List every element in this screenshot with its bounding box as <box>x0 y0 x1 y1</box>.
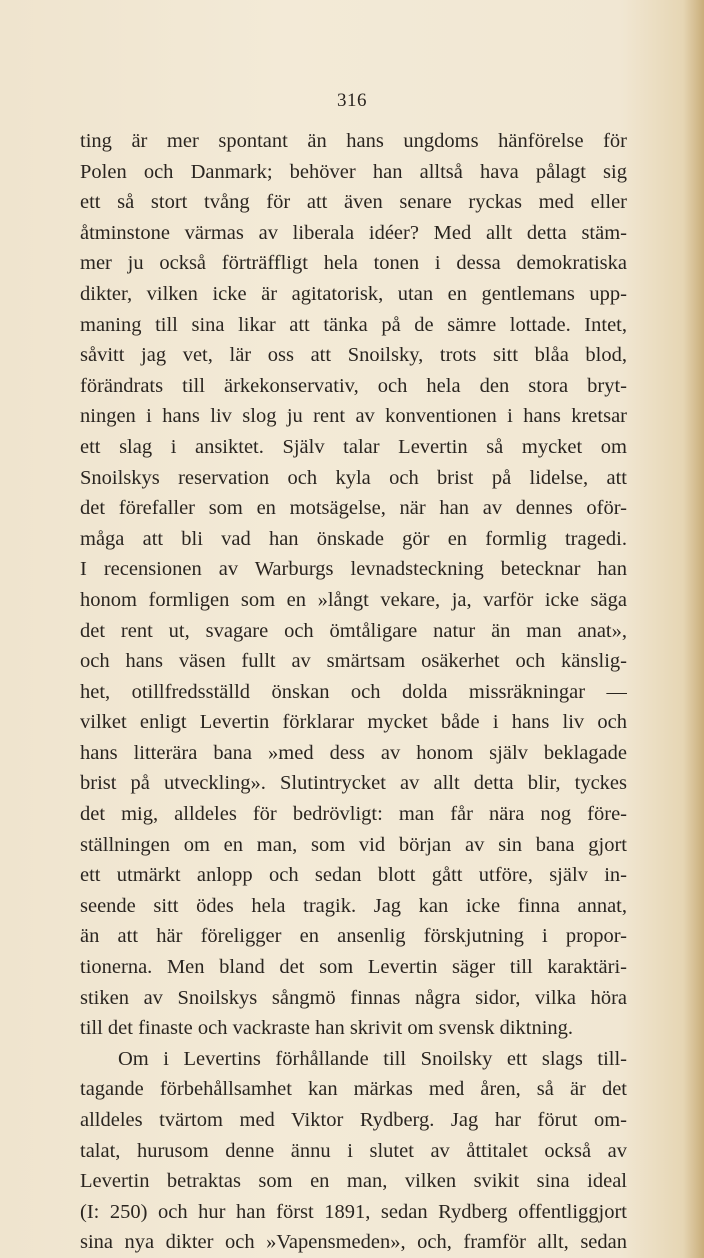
text-line: ett utmärkt anlopp och sedan blott gått utföre, själv in- <box>80 864 627 887</box>
text-line: måga att bli vad han önskade gör en formlig tragedi. <box>80 527 627 550</box>
text-line: brist på utveckling». Slutintrycket av allt detta blir, tyckes <box>80 772 627 795</box>
text-line: Snoilskys reservation och kyla och brist på lidelse, att <box>80 466 627 489</box>
text-line: det förefaller som en motsägelse, när han av dennes oför- <box>80 497 627 520</box>
text-line: tionerna. Men bland det som Levertin säger till karaktäri- <box>80 956 627 979</box>
text-line: stiken av Snoilskys sångmö finnas några sidor, vilka höra <box>80 986 627 1009</box>
text-line: alldeles tvärtom med Viktor Rydberg. Jag har förut om- <box>80 1109 627 1131</box>
text-line: ställningen om en man, som vid början av sin bana gjort <box>80 833 627 856</box>
text-line: åtminstone värmas av liberala idéer? Med allt detta stäm- <box>80 221 627 244</box>
text-line: vilket enligt Levertin förklarar mycket både i hans liv och <box>80 711 627 734</box>
text-line: ting är mer spontant än hans ungdoms hänförelse för <box>80 130 627 152</box>
text-line: ett slag i ansiktet. Själv talar Levertin så mycket om <box>80 435 627 458</box>
text-line: het, otillfredsställd önskan och dolda missräkningar — <box>80 680 627 703</box>
page-number: 316 <box>337 90 367 111</box>
text-line: seende sitt ödes hela tragik. Jag kan icke finna annat, <box>80 894 627 917</box>
text-line: det mig, alldeles för bedrövligt: man får nära nog före- <box>80 803 627 826</box>
text-line: det rent ut, svagare och ömtåligare natur än man anat», <box>80 619 627 642</box>
text-line: (I: 250) och hur han först 1891, sedan Rydberg offentliggjort <box>80 1200 627 1223</box>
text-line: sina nya dikter och »Vapensmeden», och, framför allt, sedan <box>80 1231 627 1254</box>
text-line: I recensionen av Warburgs levnadsteckning betecknar han <box>80 558 627 581</box>
text-line: honom formligen som en »långt vekare, ja, varför icke säga <box>80 588 627 611</box>
text-line: till det finaste och vackraste han skrivit om svensk diktning. <box>80 1017 574 1040</box>
text-line: såvitt jag vet, lär oss att Snoilsky, trots sitt blåa blod, <box>80 344 627 367</box>
text-line: Levertin betraktas som en man, vilken svikit sina ideal <box>80 1170 627 1193</box>
text-line: maning till sina likar att tänka på de sämre lottade. Intet, <box>80 313 627 336</box>
text-line: talat, hurusom denne ännu i slutet av åttitalet också av <box>80 1139 627 1162</box>
text-line: hans litterära bana »med dess av honom själv beklagade <box>80 741 627 764</box>
text-line: dikter, vilken icke är agitatorisk, utan en gentlemans upp- <box>80 282 627 305</box>
text-line: än att här föreligger en ansenlig förskjutning i propor- <box>80 925 627 948</box>
body-text <box>80 126 627 1258</box>
text-line: Polen och Danmark; behöver han alltså hava pålagt sig <box>80 160 627 183</box>
text-line: ningen i hans liv slog ju rent av konventionen i hans kretsar <box>80 405 627 428</box>
text-line: tagande förbehållsamhet kan märkas med åren, så är det <box>80 1078 627 1101</box>
text-line: och hans väsen fullt av smärtsam osäkerhet och känslig- <box>80 650 627 673</box>
text-line: förändrats till ärkekonservativ, och hela den stora bryt- <box>80 374 627 397</box>
text-line: Om i Levertins förhållande till Snoilsky ett slags till- <box>118 1047 627 1070</box>
text-line: mer ju också förträffligt hela tonen i dessa demokratiska <box>80 252 627 275</box>
text-line: ett så stort tvång för att även senare ryckas med eller <box>80 191 627 214</box>
